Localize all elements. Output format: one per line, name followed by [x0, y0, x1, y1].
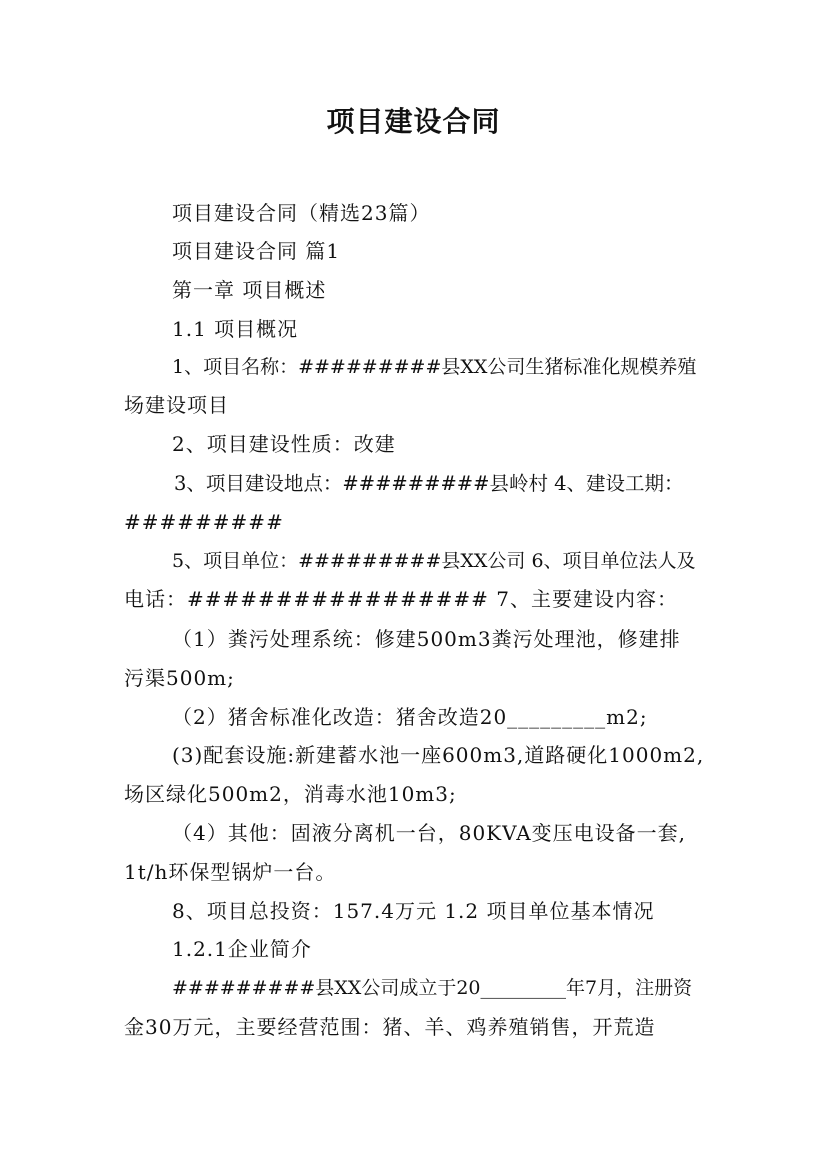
doc-line-9: ######### [124, 510, 284, 534]
doc-line-10: 5、项目单位：#########县XX公司 6、项目单位法人及 [172, 550, 696, 572]
doc-line-18: 1t/h环保型锅炉一台。 [124, 860, 337, 884]
doc-line-6: 场建设项目 [124, 393, 229, 417]
doc-line-3: 第一章 项目概述 [172, 278, 327, 302]
doc-line-5: 1、项目名称：#########县XX公司生猪标准化规模养殖 [172, 356, 697, 378]
doc-line-16: 场区绿化500m2，消毒水池10m3; [124, 782, 457, 806]
doc-line-1: 项目建设合同（精选23篇） [172, 201, 431, 225]
doc-line-8: 3、项目建设地点：#########县岭村 4、建设工期： [174, 472, 684, 495]
doc-line-15: (3)配套设施:新建蓄水池一座600m3,道路硬化1000m2, [172, 743, 705, 767]
doc-line-11: 电话：################# 7、主要建设内容： [124, 587, 678, 611]
doc-line-21: #########县XX公司成立于20_________年7月，注册资 [172, 977, 693, 999]
doc-line-7: 2、项目建设性质：改建 [172, 432, 396, 456]
doc-line-12: （1）粪污处理系统：修建500m3粪污处理池，修建排 [172, 627, 681, 651]
doc-line-2: 项目建设合同 篇1 [172, 239, 341, 263]
document-title: 项目建设合同 [326, 105, 501, 138]
doc-line-22: 金30万元，主要经营范围：猪、羊、鸡养殖销售，开荒造 [124, 1015, 656, 1039]
doc-line-20: 1.2.1企业简介 [172, 937, 312, 961]
doc-line-17: （4）其他：固液分离机一台，80KVA变压电设备一套, [172, 821, 687, 845]
doc-line-13: 污渠500m; [124, 666, 235, 690]
doc-line-14: （2）猪舍标准化改造：猪舍改造20_________m2; [172, 705, 648, 729]
doc-line-4: 1.1 项目概况 [172, 317, 299, 341]
doc-line-19: 8、项目总投资：157.4万元 1.2 项目单位基本情况 [172, 899, 655, 923]
